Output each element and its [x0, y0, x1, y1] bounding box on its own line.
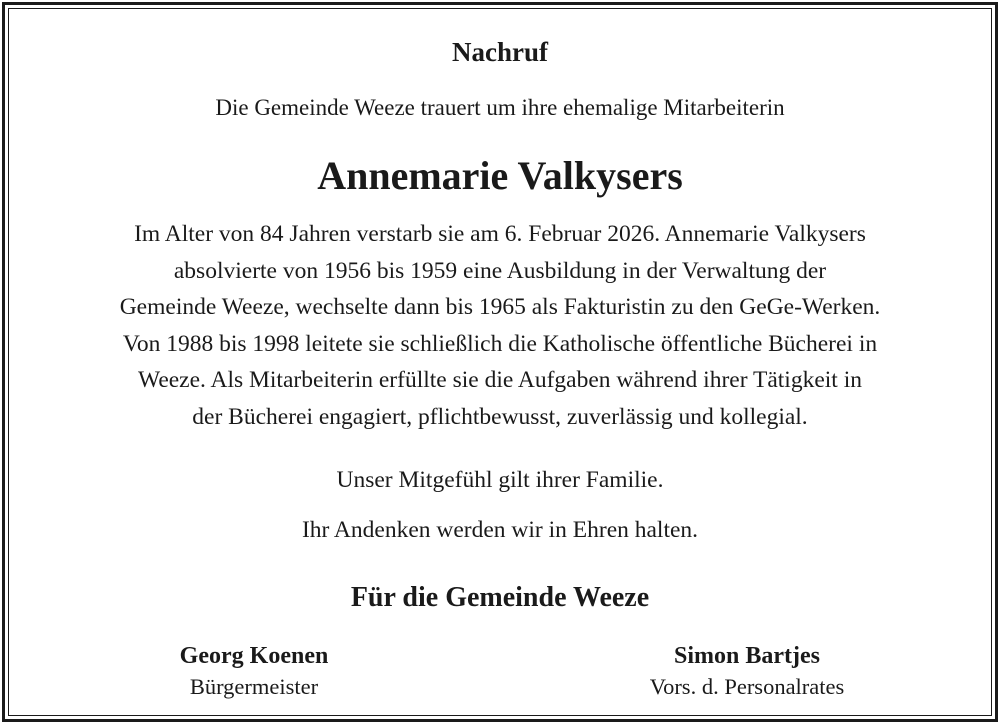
body-line: Von 1988 bis 1998 leitete sie schließlich die Katholische öffentliche Bücherei in — [122, 330, 878, 357]
signer-role: Vors. d. Personalrates — [649, 674, 845, 699]
body-line: der Bücherei engagiert, pflichtbewusst, zuverlässig und kollegial. — [192, 403, 808, 430]
body-line: absolvierte von 1956 bis 1959 eine Ausbildung in der Verwaltung der — [173, 257, 827, 284]
signer-name: Simon Bartjes — [674, 643, 820, 669]
signer-mayor — [104, 640, 404, 702]
signer-name: Georg Koenen — [179, 643, 329, 669]
notice-heading: Nachruf — [452, 37, 548, 67]
signer-role: Bürgermeister — [189, 674, 319, 699]
remembrance-text: Ihr Andenken werden wir in Ehren halten. — [301, 517, 699, 543]
obituary-body — [40, 216, 960, 435]
organization-line: Für die Gemeinde Weeze — [350, 582, 650, 613]
signer-staff-council — [597, 640, 897, 702]
deceased-name: Annemarie Valkysers — [317, 153, 683, 198]
intro-text: Die Gemeinde Weeze trauert um ihre ehemalige Mitarbeiterin — [215, 95, 785, 120]
body-line: Gemeinde Weeze, wechselte dann bis 1965 als Fakturistin zu den GeGe-Werken. — [119, 294, 881, 320]
condolence-text: Unser Mitgefühl gilt ihrer Familie. — [336, 467, 664, 493]
body-line: Im Alter von 84 Jahren verstarb sie am 6. Februar 2026. Annemarie Valkysers — [134, 221, 866, 247]
body-line: Weeze. Als Mitarbeiterin erfüllte sie die Aufgaben während ihrer Tätigkeit in — [138, 367, 862, 393]
